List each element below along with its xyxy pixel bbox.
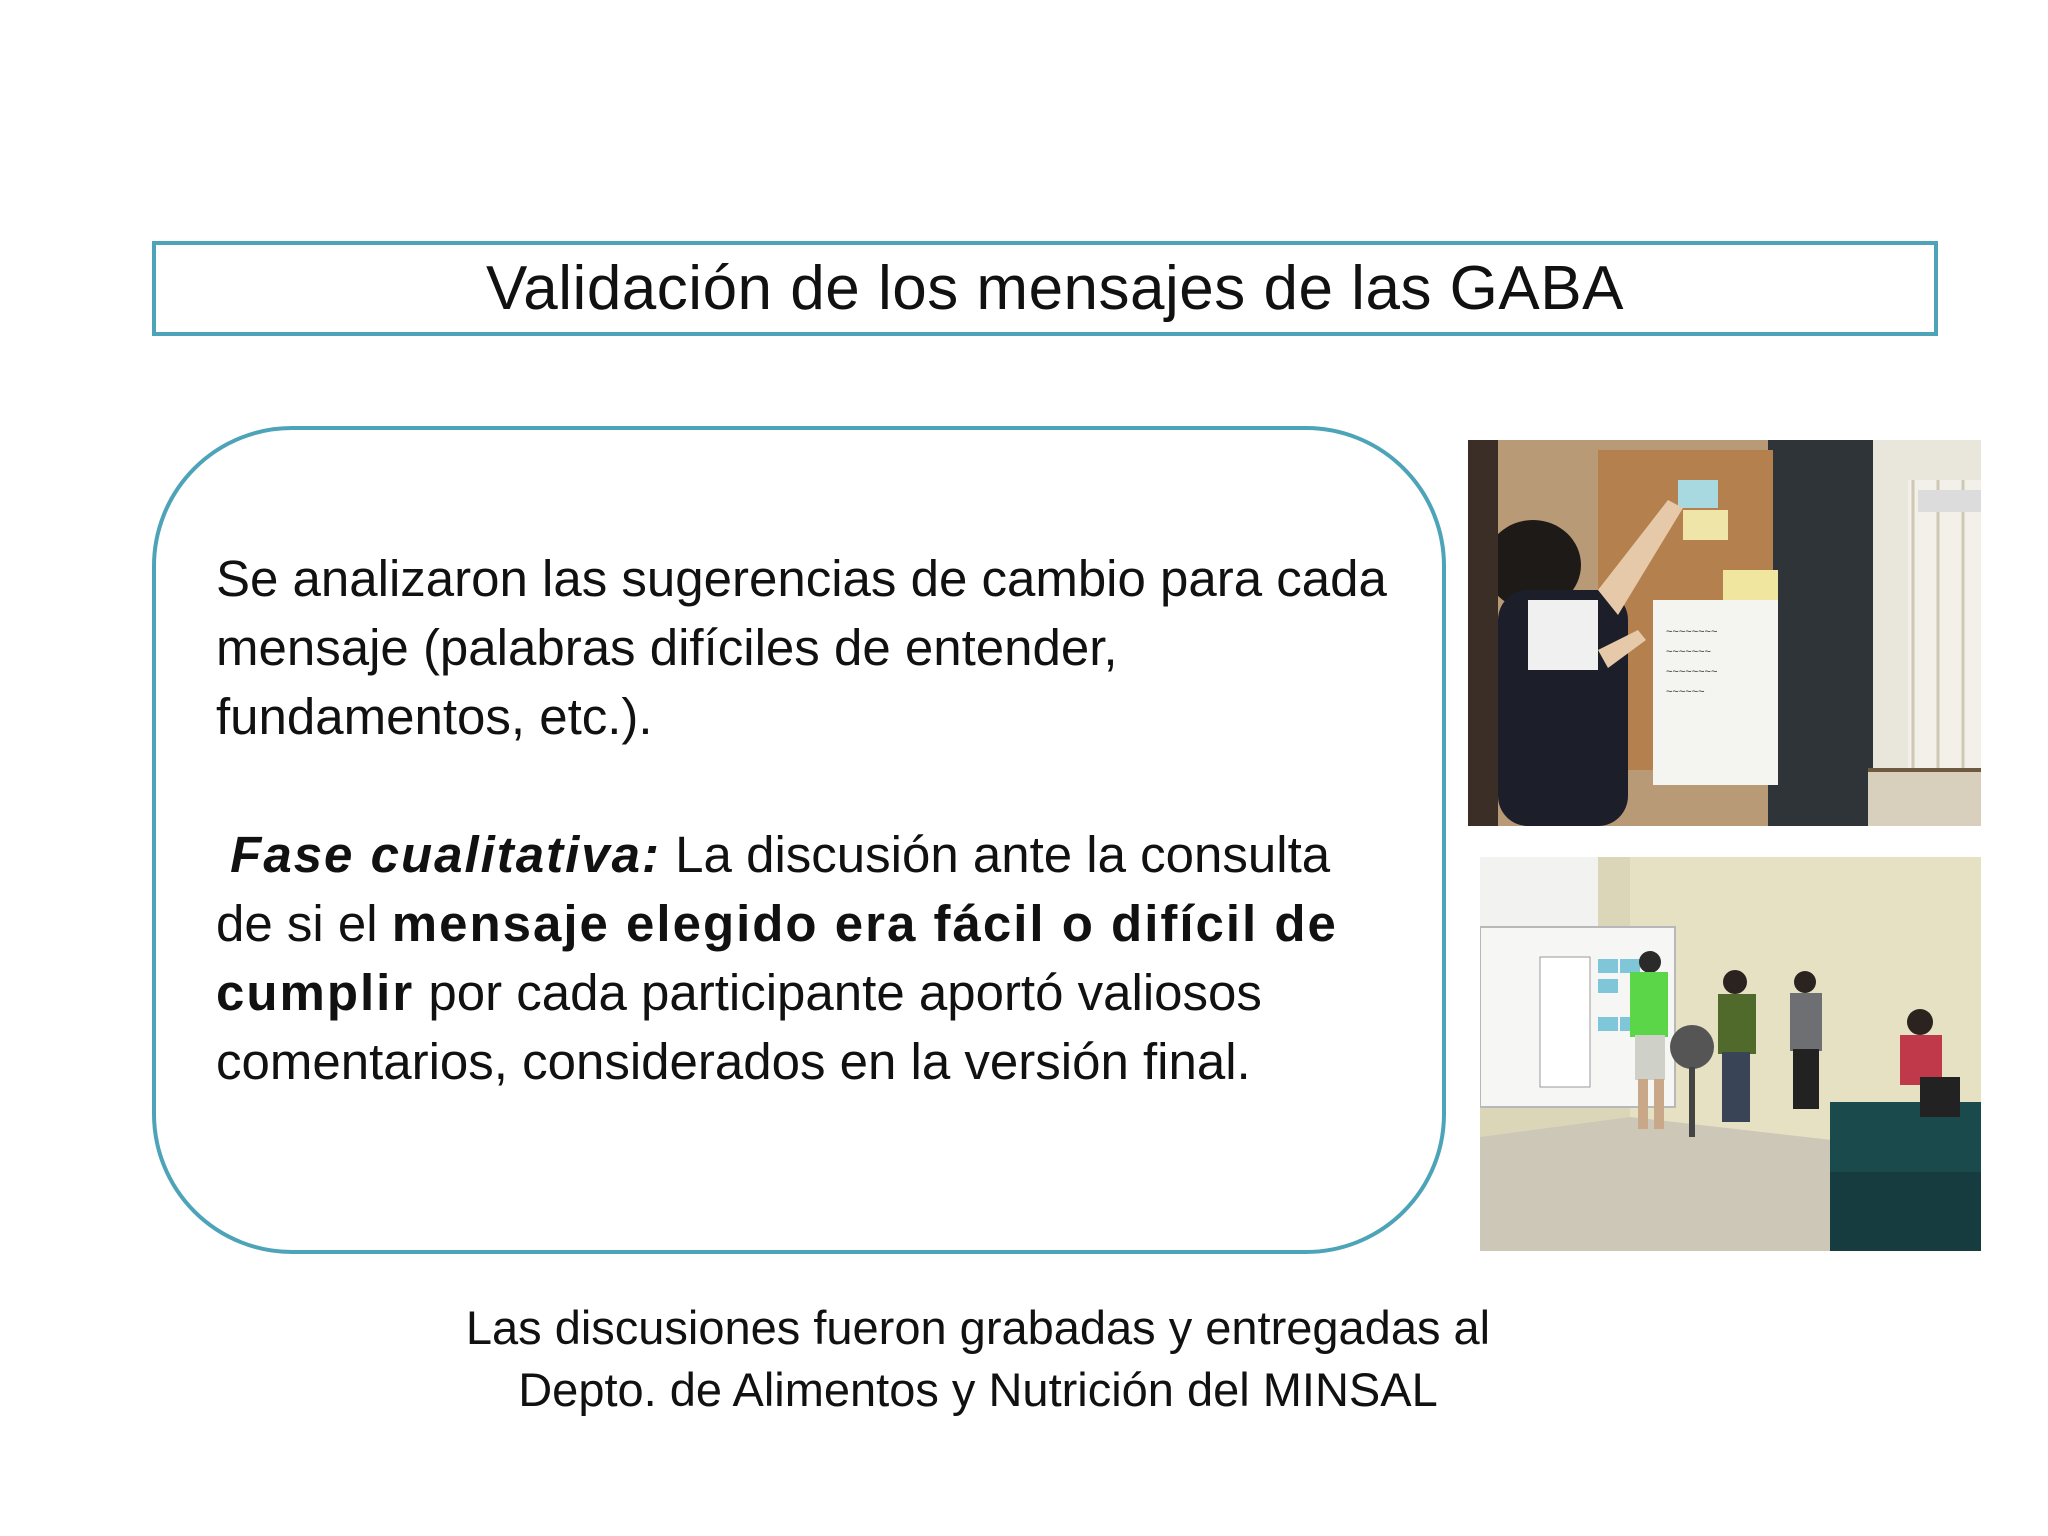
paragraph-qualitative-phase [216, 820, 1396, 1096]
svg-text:~~~~~~~~: ~~~~~~~~ [1666, 626, 1718, 638]
content-box [152, 426, 1446, 1254]
workshop-photo-posting-notes [1468, 440, 1981, 826]
title-box [152, 241, 1938, 336]
slide-title: Validación de los mensajes de las GABA [486, 254, 1624, 323]
photo-posting-notes-image [1468, 440, 1981, 826]
paragraph-bold-text: mensaje elegido era fácil o difícil de cumplir [216, 895, 1338, 1021]
svg-text:~~~~~~~: ~~~~~~~ [1666, 646, 1711, 658]
paragraph-suggestions: Se analizaron las sugerencias de cambio para cada mensaje (palabras difíciles de entender, fundamentos, etc.). [216, 550, 1387, 745]
workshop-photo-room-participants [1480, 857, 1981, 1251]
paragraph-text-b: por cada participante aportó valiosos comentarios, considerados en la versión final. [216, 964, 1262, 1090]
svg-text:~~~~~~~~: ~~~~~~~~ [1666, 666, 1718, 678]
footer-note [300, 1297, 1656, 1421]
footer-line-1: Las discusiones fueron grabadas y entregadas al [465, 1301, 1491, 1354]
qualitative-phase-label: Fase cualitativa: [230, 826, 662, 883]
paragraph-text-a: La discusión ante la consulta de si el [216, 826, 1331, 952]
footer-line-2: Depto. de Alimentos y Nutrición del MINSAL [518, 1363, 1438, 1416]
svg-text:~~~~~~: ~~~~~~ [1666, 686, 1705, 698]
photo-room-participants-image [1480, 857, 1981, 1251]
